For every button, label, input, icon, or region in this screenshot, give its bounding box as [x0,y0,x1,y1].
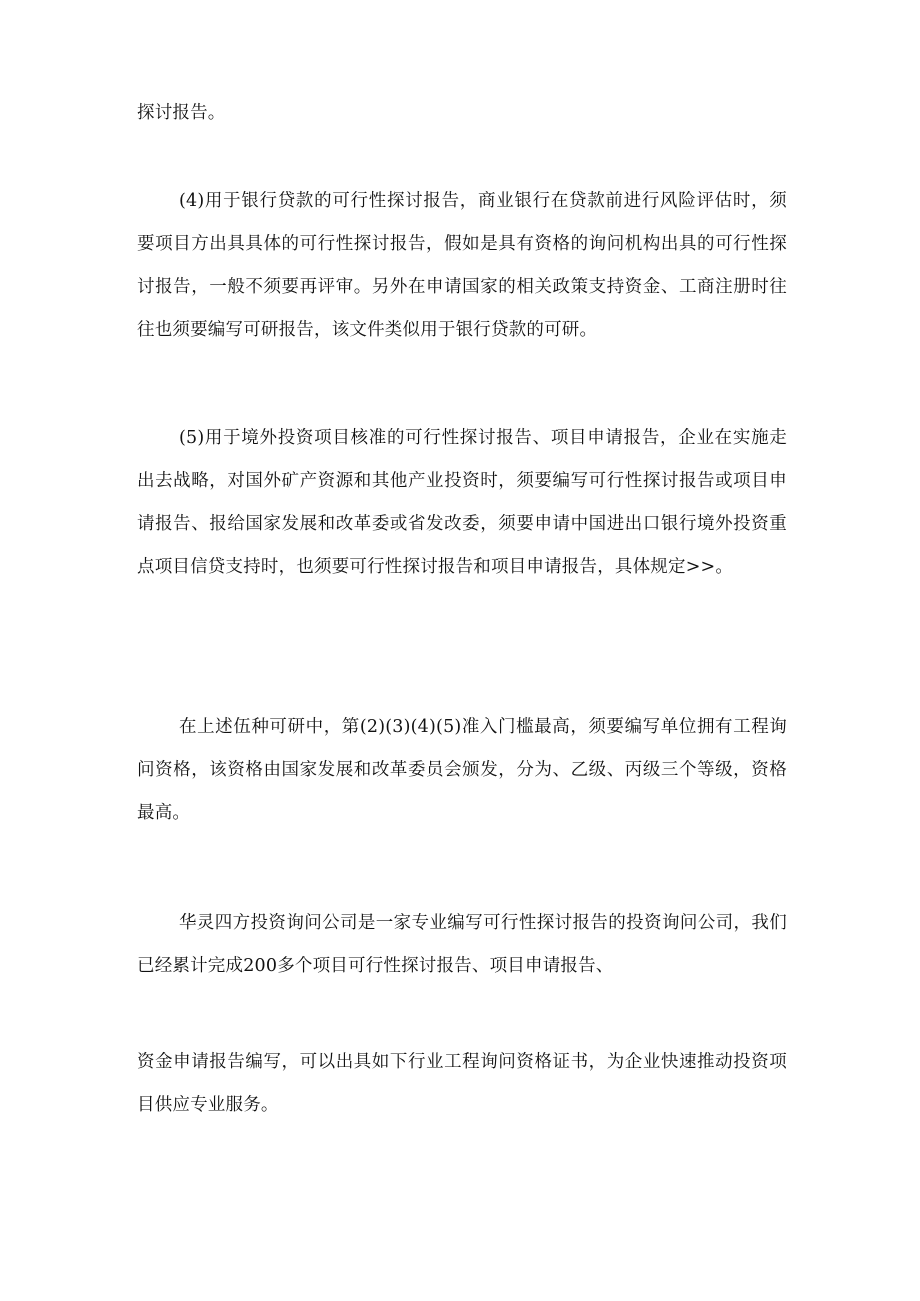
paragraph-continuation: 探讨报告。 [137,103,226,123]
paragraph-qualification-threshold: 在上述伍种可研中，第(2)(3)(4)(5)准入门槛最高，须要编写单位拥有工程询问资格，该资格由国家发展和改革委员会颁发，分为、乙级、丙级三个等级，资格最高。 [137,717,787,823]
paragraph-overseas-investment-report: (5)用于境外投资项目核准的可行性探讨报告、项目申请报告，企业在实施走出去战略，对国外矿产资源和其他产业投资时，须要编写可行性探讨报告或项目申请报告、报给国家发展和改革委或省发改委，须要申请中国进出口银行境外投资重点项目信贷支持时，也须要可行性探讨报告和项目申请报告，具体规定>>。 [137,428,787,577]
paragraph-company-services: 资金申请报告编写，可以出具如下行业工程询问资格证书，为企业快速推动投资项目供应专业服务。 [137,1052,787,1115]
paragraph-bank-loan-report: (4)用于银行贷款的可行性探讨报告，商业银行在贷款前进行风险评估时，须要项目方出具具体的可行性探讨报告，假如是具有资格的询问机构出具的可行性探讨报告，一般不须要再评审。另外在申请国家的相关政策支持资金、工商注册时往往也须要编写可研报告，该文件类似用于银行贷款的可研。 [137,191,787,340]
paragraph-company-intro: 华灵四方投资询问公司是一家专业编写可行性探讨报告的投资询问公司，我们已经累计完成200多个项目可行性探讨报告、项目申请报告、 [137,913,787,976]
